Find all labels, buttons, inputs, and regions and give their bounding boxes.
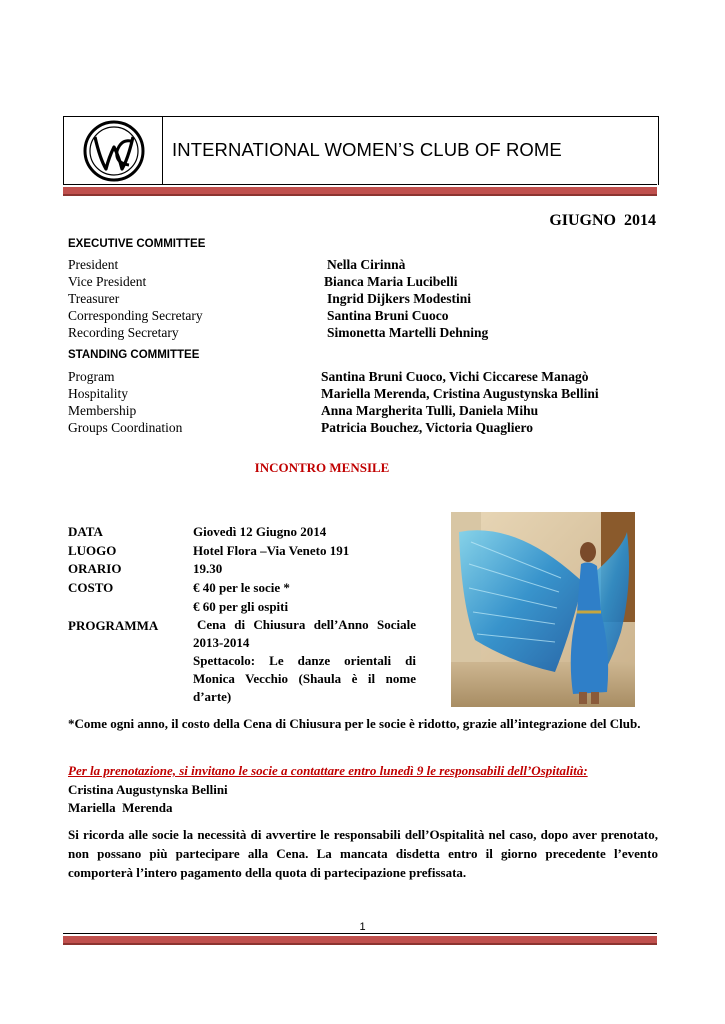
contact-name: Mariella Merenda xyxy=(68,800,173,815)
cost-footnote: *Come ogni anno, il costo della Cena di Chiusura per le socie è ridotto, grazie all’integrazione del Club. xyxy=(68,716,641,731)
luogo-value: Hotel Flora –Via Veneto 191 xyxy=(193,543,350,558)
header-red-rule xyxy=(63,187,657,196)
programma-label: PROGRAMMA xyxy=(68,618,159,633)
data-label: DATA xyxy=(68,524,103,539)
exec-name: Bianca Maria Lucibelli xyxy=(324,274,458,289)
exec-role: President xyxy=(68,257,119,272)
booking-instructions: Per la prenotazione, si invitano le socie a contattare entro lunedì 9 le responsabili dell’Ospitalità: xyxy=(68,763,588,778)
luogo-label: LUOGO xyxy=(68,543,117,558)
standing-role: Groups Coordination xyxy=(68,420,183,435)
standing-role: Membership xyxy=(68,403,137,418)
standing-name: Patricia Bouchez, Victoria Quagliero xyxy=(321,420,533,435)
standing-role: Program xyxy=(68,369,115,384)
executive-committee-heading: EXECUTIVE COMMITTEE xyxy=(68,238,206,250)
orario-value: 19.30 xyxy=(193,561,223,576)
standing-committee-heading: STANDING COMMITTEE xyxy=(68,349,200,361)
exec-name: Nella Cirinnà xyxy=(327,257,406,272)
contact-name: Cristina Augustynska Bellini xyxy=(68,782,228,797)
standing-name: Santina Bruni Cuoco, Vichi Ciccarese Managò xyxy=(321,369,589,384)
dancer-photo xyxy=(451,512,635,707)
header-divider xyxy=(162,116,163,184)
header-bottom-line xyxy=(63,184,657,185)
programma-show: Spettacolo: Le danze orientali di Monica Vecchio (Shaula è il nome d’arte) xyxy=(193,653,416,704)
event-title: INCONTRO MENSILE xyxy=(254,460,390,475)
page-number: 1 xyxy=(359,921,366,933)
footer-top-line xyxy=(63,933,657,934)
standing-name: Anna Margherita Tulli, Daniela Mihu xyxy=(321,403,539,418)
standing-role: Hospitality xyxy=(68,386,128,401)
exec-role: Corresponding Secretary xyxy=(68,308,203,323)
data-value: Giovedì 12 Giugno 2014 xyxy=(193,524,327,539)
programma-dinner: Cena di Chiusura dell’Anno Sociale 2013-2014 xyxy=(193,617,416,650)
exec-role: Recording Secretary xyxy=(68,325,179,340)
costo-label: COSTO xyxy=(68,580,114,595)
orario-label: ORARIO xyxy=(68,561,122,576)
costo-value-members: € 40 per le socie * xyxy=(193,580,290,595)
exec-name: Santina Bruni Cuoco xyxy=(327,308,449,323)
costo-value-guests: € 60 per gli ospiti xyxy=(193,599,289,614)
issue-month: GIUGNO 2014 xyxy=(549,212,656,229)
standing-name: Mariella Merenda, Cristina Augustynska Bellini xyxy=(321,386,599,401)
exec-name: Simonetta Martelli Dehning xyxy=(327,325,489,340)
cancellation-reminder: Si ricorda alle socie la necessità di avvertire le responsabili dell’Ospitalità nel caso, dopo aver prenotato, non possano più partecipare alla Cena. La mancata disdetta entro il giorno precedente l’evento comporterà l’intero pagamento della quota di partecipazione prefissata. xyxy=(68,827,658,880)
exec-role: Treasurer xyxy=(68,291,120,306)
footer-red-rule xyxy=(63,936,657,945)
exec-name: Ingrid Dijkers Modestini xyxy=(327,291,472,306)
club-monogram-icon xyxy=(73,119,155,183)
exec-role: Vice President xyxy=(68,274,147,289)
club-title: INTERNATIONAL WOMEN’S CLUB OF ROME xyxy=(172,139,562,160)
